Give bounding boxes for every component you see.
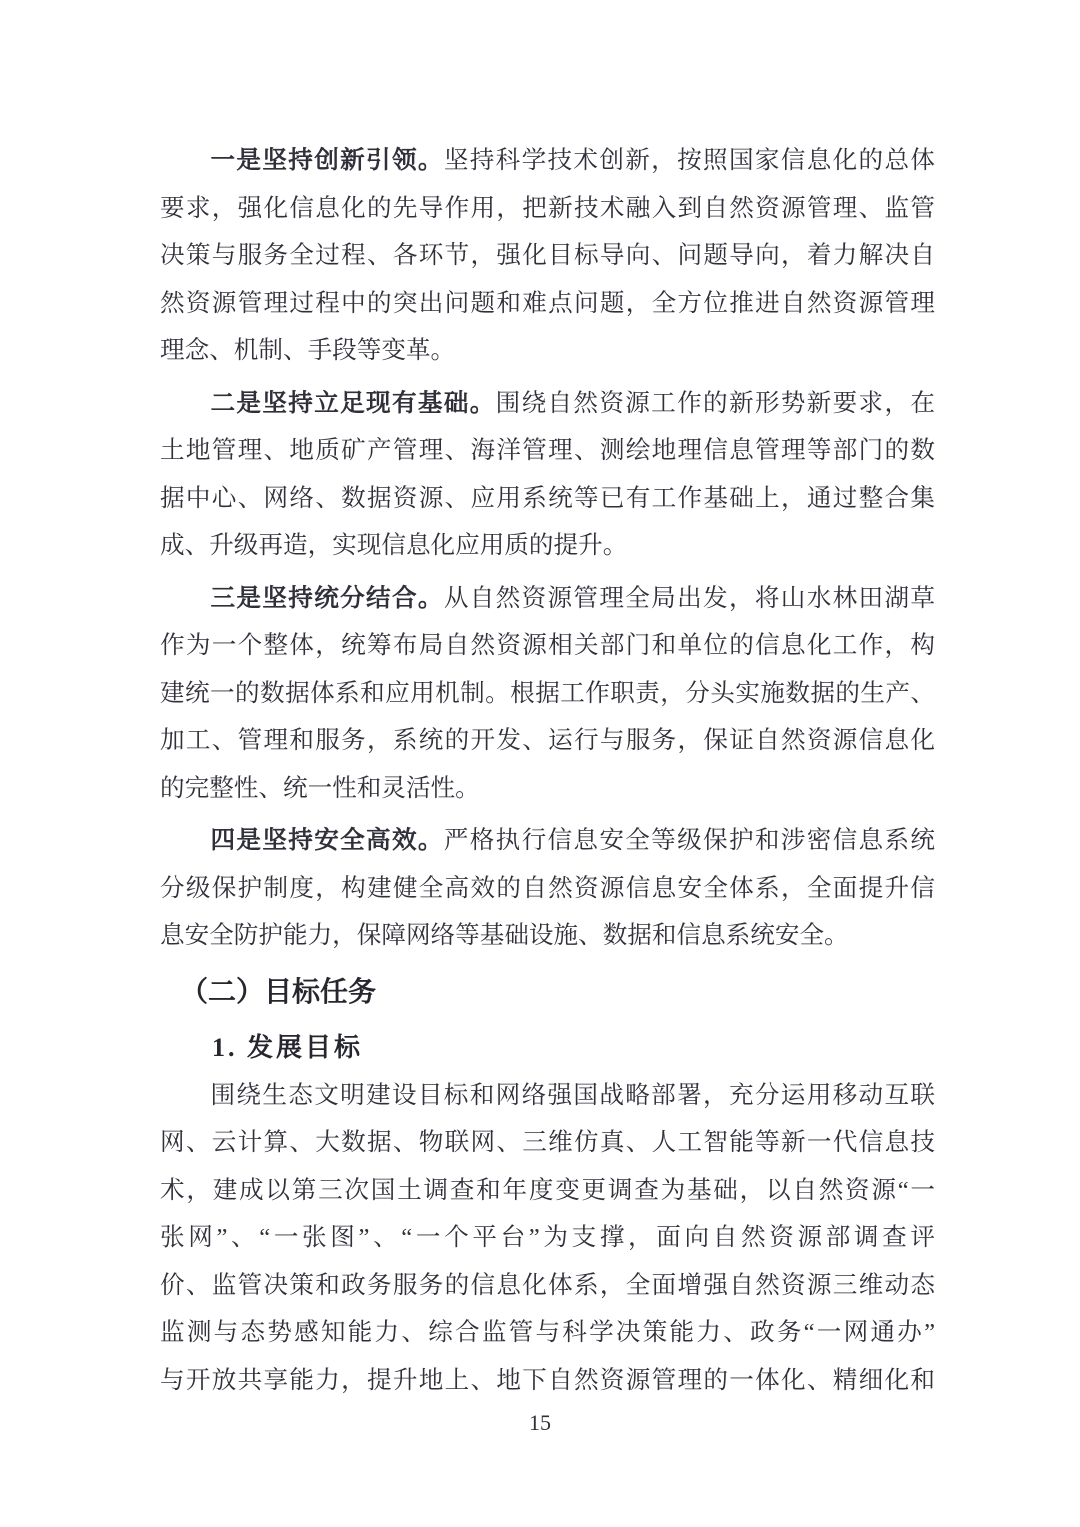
paragraph-line xyxy=(160,1214,935,1262)
paragraph-line xyxy=(160,1072,935,1120)
line-text: 然资源管理过程中的突出问题和难点问题，全方位推进自然资源管理 xyxy=(160,289,935,317)
first-line-indent xyxy=(160,1102,209,1103)
line-text: 土地管理、地质矿产管理、海洋管理、测绘地理信息管理等部门的数 xyxy=(160,437,935,464)
first-line-indent xyxy=(160,605,209,606)
paragraph-line xyxy=(160,1119,935,1167)
paragraph-line xyxy=(160,1262,935,1310)
line-text: 与开放共享能力，提升地上、地下自然资源管理的一体化、精细化和 xyxy=(160,1366,935,1394)
paragraph-line xyxy=(160,327,935,375)
paragraph-line xyxy=(160,912,935,960)
line-text: 术，建成以第三次国土调查和年度变更调查为基础，以自然资源“一 xyxy=(160,1176,935,1204)
paragraph xyxy=(160,575,935,813)
paragraph-line xyxy=(160,232,935,280)
paragraph-line xyxy=(160,280,935,328)
paragraph-line xyxy=(160,137,935,185)
paragraph-line xyxy=(160,427,935,475)
paragraph xyxy=(160,137,935,375)
paragraph-line xyxy=(160,575,935,623)
paragraph-line xyxy=(160,1167,935,1215)
line-text: 理念、机制、手段等变革。 xyxy=(160,337,456,364)
paragraph-line xyxy=(160,185,935,233)
first-line-indent xyxy=(160,410,209,411)
line-text: 从自然资源管理全局出发，将山水林田湖草 xyxy=(443,584,935,612)
page-number: 15 xyxy=(529,1410,551,1435)
paragraph-line xyxy=(160,475,935,523)
line-text: 加工、管理和服务，系统的开发、运行与服务，保证自然资源信息化 xyxy=(160,727,935,754)
section-heading: （二）目标任务 xyxy=(180,975,377,1007)
line-text: 决策与服务全过程、各环节，强化目标导向、问题导向，着力解决自 xyxy=(160,242,935,269)
paragraph xyxy=(160,817,935,960)
paragraph-line xyxy=(160,670,935,718)
line-text: 成、升级再造，实现信息化应用质的提升。 xyxy=(160,532,628,559)
paragraph-line xyxy=(160,765,935,813)
line-text: 围绕自然资源工作的新形势新要求，在 xyxy=(495,389,935,417)
paragraph xyxy=(160,1072,935,1405)
paragraph-lead: 二是坚持立足现有基础。 xyxy=(209,389,496,417)
line-text: 围绕生态文明建设目标和网络强国战略部署，充分运用移动互联 xyxy=(209,1081,935,1109)
paragraph-line xyxy=(160,622,935,670)
paragraph-lead: 四是坚持安全高效。 xyxy=(209,827,444,854)
paragraph-line xyxy=(160,1357,935,1405)
line-text: 要求，强化信息化的先导作用，把新技术融入到自然资源管理、监管 xyxy=(160,194,935,222)
line-text: 的完整性、统一性和灵活性。 xyxy=(160,774,480,802)
paragraph-line xyxy=(160,865,935,913)
paragraph-line xyxy=(160,522,935,570)
line-text: 张网”、“一张图”、“一个平台”为支撑，面向自然资源部调查评 xyxy=(160,1224,935,1251)
line-text: 据中心、网络、数据资源、应用系统等已有工作基础上，通过整合集 xyxy=(160,484,935,512)
line-text: 坚持科学技术创新，按照国家信息化的总体 xyxy=(443,147,935,174)
paragraph-lead: 一是坚持创新引领。 xyxy=(209,147,444,174)
line-text: 网、云计算、大数据、物联网、三维仿真、人工智能等新一代信息技 xyxy=(160,1129,935,1156)
line-text: 作为一个整体，统筹布局自然资源相关部门和单位的信息化工作，构 xyxy=(160,632,935,659)
text-content xyxy=(160,137,935,1404)
line-text: 建统一的数据体系和应用机制。根据工作职责，分头实施数据的生产、 xyxy=(160,679,935,707)
line-text: 严格执行信息安全等级保护和涉密信息系统 xyxy=(443,827,935,854)
line-text: 分级保护制度，构建健全高效的自然资源信息安全体系，全面提升信 xyxy=(160,874,935,902)
paragraph-line xyxy=(160,817,935,865)
paragraph-line xyxy=(160,380,935,428)
first-line-indent xyxy=(160,167,209,168)
line-text: 价、监管决策和政务服务的信息化体系，全面增强自然资源三维动态 xyxy=(160,1271,935,1299)
line-text: 监测与态势感知能力、综合监管与科学决策能力、政务“一网通办” xyxy=(160,1319,935,1346)
paragraph-line xyxy=(160,1309,935,1357)
first-line-indent xyxy=(160,847,209,848)
paragraph-line xyxy=(160,717,935,765)
line-text: 息安全防护能力，保障网络等基础设施、数据和信息系统安全。 xyxy=(160,922,849,949)
paragraph xyxy=(160,380,935,570)
subsection-heading: 1. 发展目标 xyxy=(212,1033,364,1062)
paragraph-lead: 三是坚持统分结合。 xyxy=(209,584,444,612)
